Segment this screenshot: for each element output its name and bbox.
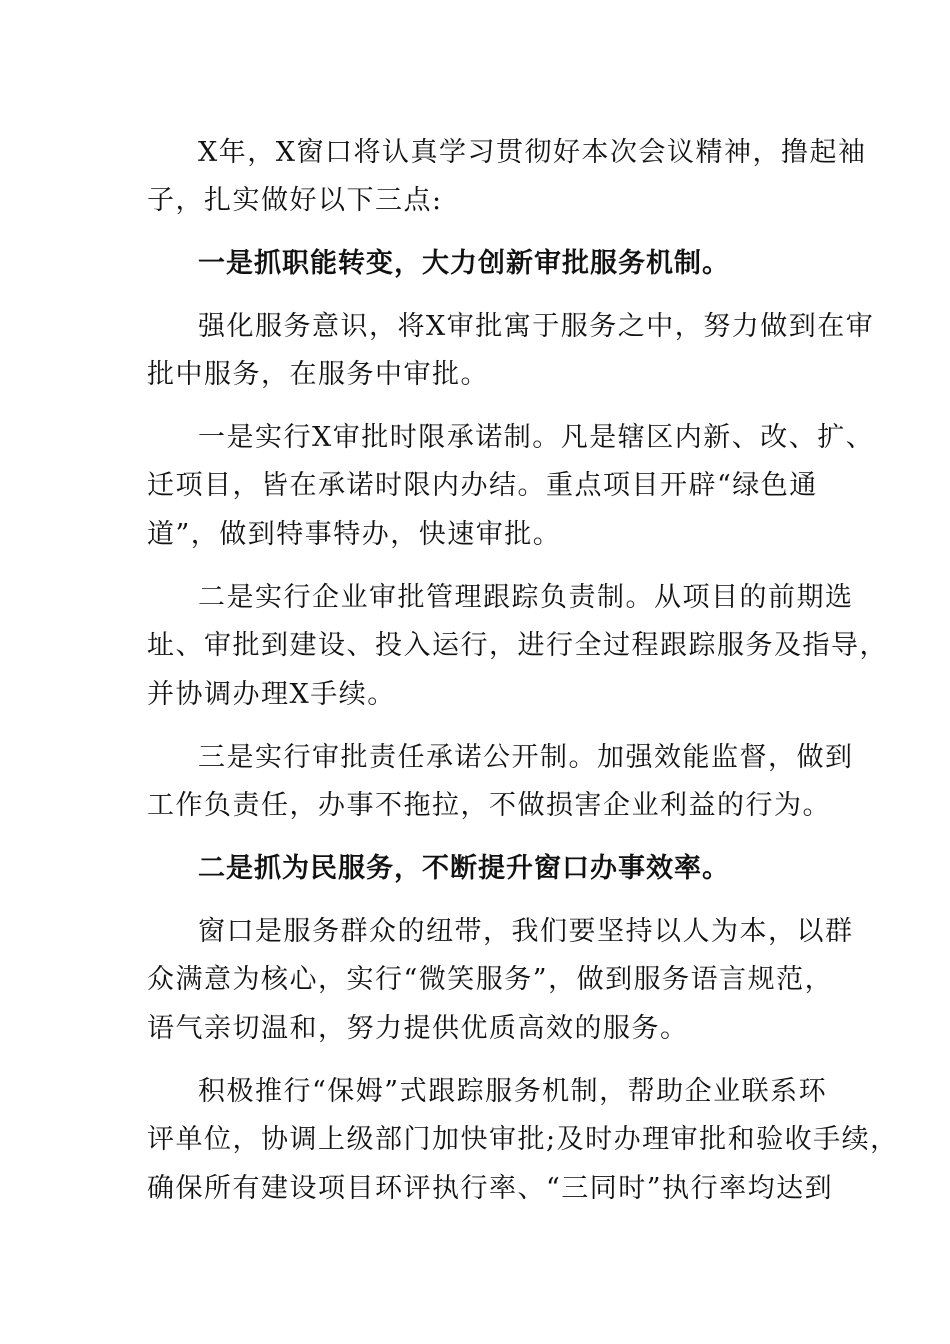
paragraph-line: 迁项目，皆在承诺时限内办结。重点项目开辟“绿色通 — [147, 470, 818, 501]
paragraph-line: 积极推行“保姆”式跟踪服务机制，帮助企业联系环 — [198, 1076, 828, 1107]
paragraph-line: 众满意为核心，实行“微笑服务”，做到服务语言规范， — [147, 964, 834, 995]
paragraph-line: 强化服务意识，将X审批寓于服务之中，努力做到在审 — [198, 311, 875, 342]
section-heading: 一是抓职能转变，大力创新审批服务机制。 — [198, 248, 730, 279]
paragraph-line: 子，扎实做好以下三点: — [147, 185, 443, 216]
section-heading: 二是抓为民服务，不断提升窗口办事效率。 — [198, 853, 730, 884]
paragraph-line: 道”，做到特事特办，快速审批。 — [147, 519, 562, 550]
paragraph-line: 一是实行X审批时限承诺制。凡是辖区内新、改、扩、 — [198, 422, 875, 453]
paragraph-line: 并协调办理X手续。 — [147, 679, 396, 710]
paragraph-line: X年，X窗口将认真学习贯彻好本次会议精神，撸起袖 — [198, 137, 867, 168]
paragraph-line: 评单位，协调上级部门加快审批;及时办理审批和验收手续， — [147, 1124, 899, 1155]
paragraph-line: 语气亲切温和，努力提供优质高效的服务。 — [147, 1013, 689, 1044]
paragraph-line: 工作负责任，办事不拖拉，不做损害企业利益的行为。 — [147, 790, 831, 821]
paragraph-line: 批中服务，在服务中审批。 — [147, 359, 489, 390]
paragraph-line: 二是实行企业审批管理跟踪负责制。从项目的前期选 — [198, 582, 854, 613]
paragraph-line: 址、审批到建设、投入运行，进行全过程跟踪服务及指导， — [147, 630, 888, 661]
paragraph-line: 三是实行审批责任承诺公开制。加强效能监督，做到 — [198, 742, 854, 773]
paragraph-line: 确保所有建设项目环评执行率、“三同时”执行率均达到 — [147, 1173, 834, 1204]
paragraph-line: 窗口是服务群众的纽带，我们要坚持以人为本，以群 — [198, 916, 854, 947]
